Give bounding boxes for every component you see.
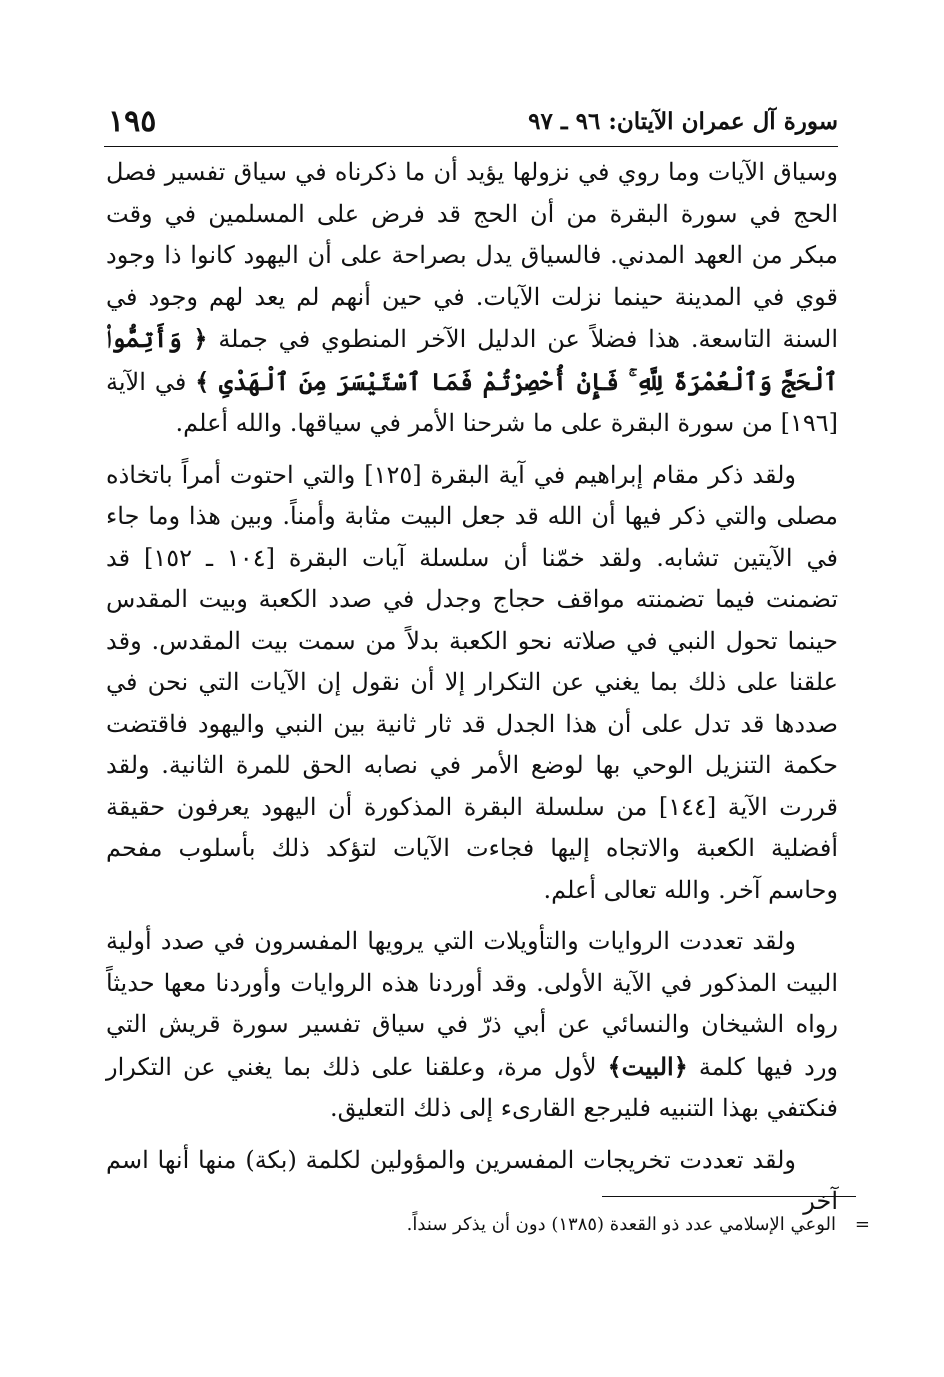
paragraph-3-text-before: ولقد تعددت الروايات والتأويلات التي يرويها المفسرون في صدد أولية البيت المذكور في الآية الأولى. وقد أوردنا هذه الروايات وأوردنا معها حديثاً رواه الشيخان والنسائي عن أبي ذرّ في سياق تفسير سورة قريش التي ورد فيها كلمة [106, 927, 839, 1081]
quran-quote: ﴿ وَأَتِمُّوا۟ ٱلْحَجَّ وَٱلْعُمْرَةَ لِلَّهِ ۚ فَإِنْ أُحْصِرْتُمْ فَمَا ٱسْتَيْسَرَ مِنَ ٱلْهَدْىِ ﴾ [106, 324, 838, 396]
paragraph-1-text-after: في الآية [١٩٦] من سورة البقرة على ما شرحنا الأمر في سياقها. والله أعلم. [106, 367, 838, 437]
paragraph-3 [106, 921, 838, 1130]
footnote-divider [602, 1196, 856, 1197]
footnote [330, 1210, 870, 1240]
main-text [106, 152, 838, 1223]
paragraph-1-text-before: وسياق الآيات وما روي في نزولها يؤيد أن ما ذكرناه في سياق تفسير فصل الحج في سورة البقرة من أن الحج قد فرض على المسلمين في وقت مبكر من العهد المدني. فالسياق يدل بصراحة على أن اليهود كانوا ذا وجود قوي في المدينة حينما نزلت الآيات. في حين أنهم لم يعد لهم وجود في السنة التاسعة. هذا فضلاً عن الدليل الآخر المنطوي في جملة [106, 158, 838, 353]
quran-quote-word: ﴿البيت﴾ [607, 1051, 688, 1081]
paragraph-3-text-after: لأول مرة، وعلقنا على ذلك بما يغني عن التكرار فنكتفي بهذا التنبيه فليرجع القارىء إلى ذلك التعليق. [106, 1052, 838, 1122]
footnote-marker: = [854, 1214, 870, 1235]
paragraph-2: ولقد ذكر مقام إبراهيم في آية البقرة [١٢٥] والتي احتوت أمراً باتخاذه مصلى والتي ذكر فيها أن الله قد جعل البيت مثابة وأمناً. وبين هذا وما جاء في الآيتين تشابه. ولقد خمّنا أن سلسلة آيات البقرة [١٠٤ ـ ١٥٢] قد تضمنت فيما تضمنته مواقف حجاج وجدل في صدد الكعبة وبيت المقدس حينما تحول النبي في صلاته نحو الكعبة بدلاً من سمت بيت المقدس. وقد علقنا على ذلك بما يغني عن التكرار إلا أن نقول إن الآيات التي نحن في صددها قد تدل على أن هذا الجدل قد ثار ثانية بين النبي واليهود فاقتضت حكمة التنزيل الوحي بها لوضع الأمر في نصابه الحق للمرة الثانية. ولقد قررت الآية [١٤٤] من سلسلة البقرة المذكورة أن اليهود يعرفون حقيقة أفضلية الكعبة والاتجاه إليها فجاءت الآيات لتؤكد ذلك بأسلوب مفحم وحاسم آخر. والله تعالى أعلم. [106, 460, 838, 904]
running-title: سورة آل عمران الآيتان: ٩٦ ـ ٩٧ [528, 108, 838, 135]
page-number: ١٩٥ [108, 104, 157, 139]
header-divider [104, 146, 838, 147]
footnote-text: الوعي الإسلامي عدد ذو القعدة (١٣٨٥) دون أن يذكر سنداً. [406, 1214, 836, 1235]
paragraph-4: ولقد تعددت تخريجات المفسرين والمؤولين لكلمة (بكة) منها أنها اسم آخر [106, 1145, 838, 1215]
page-header [108, 104, 838, 144]
paragraph-1 [106, 152, 838, 445]
